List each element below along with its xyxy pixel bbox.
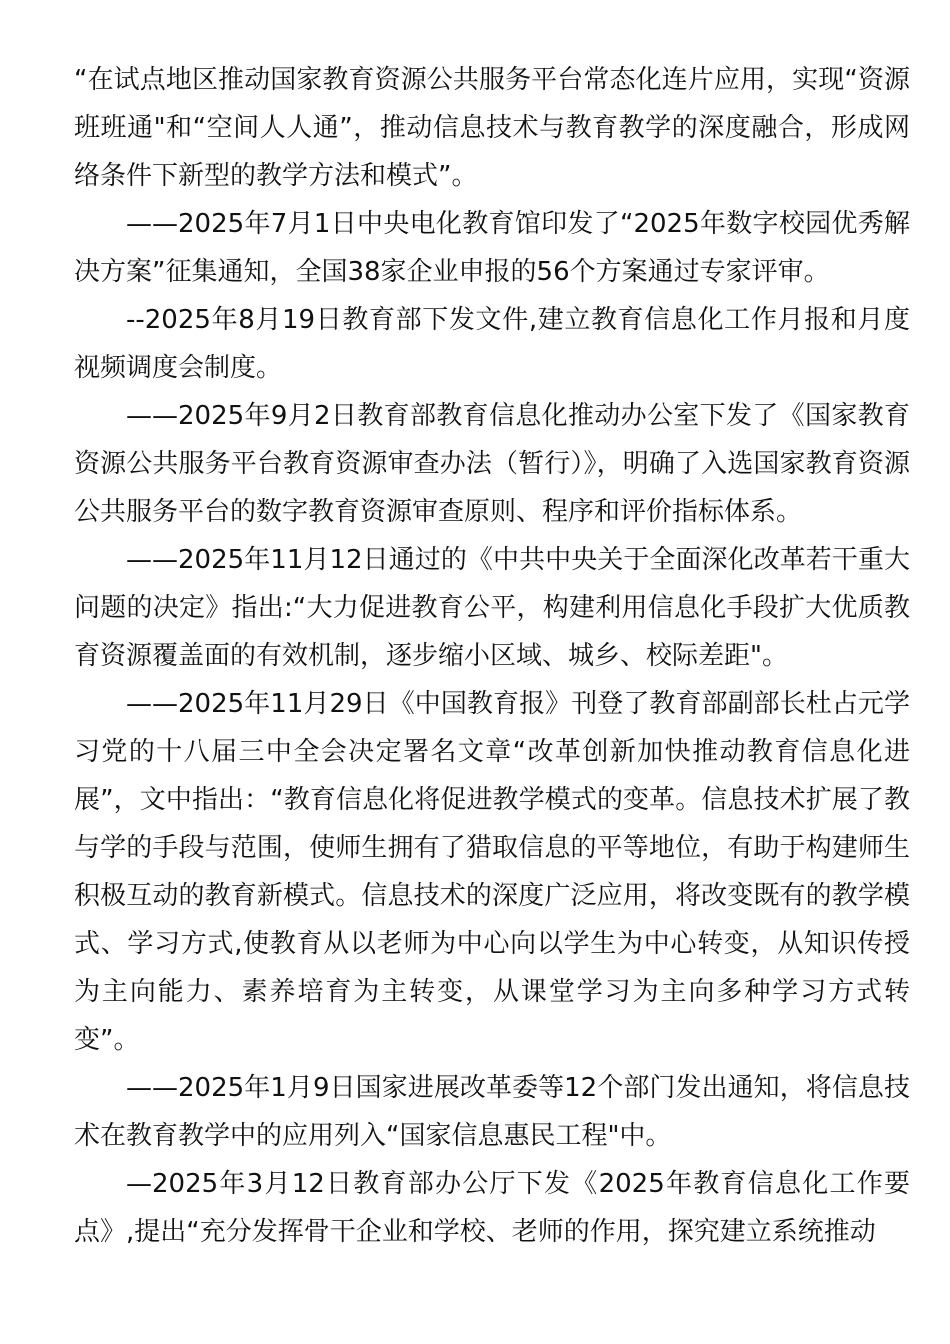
paragraph-reform-decision: ——2025年11月12日通过的《中共中央关于全面深化改革若干重大问题的决定》指出:“大力促进教育公平，构建利用信息化手段扩大优质教育资源覆盖面的有效机制，逐步缩小区域、城乡、校际差距"。 bbox=[74, 545, 910, 671]
paragraph-monthly-report: --2025年8月19日教育部下发文件,建立教育信息化工作月报和月度视频调度会制度。 bbox=[74, 305, 910, 383]
paragraph-education-daily: ——2025年11月29日《中国教育报》刊登了教育部副部长杜占元学习党的十八届三中全会决定署名文章“改革创新加快推动教育信息化进展”，文中指出：“教育信息化将促进教学模式的变革。信息技术扩展了教与学的手段与范围，使师生拥有了猎取信息的平等地位，有助于构建师生积极互动的教育新模式。信息技术的深度广泛应用，将改变既有的教学模式、学习方式,使教育从以老师为中心向以学生为中心转变，从知识传授为主向能力、素养培育为主转变，从课堂学习为主向多种学习方式转变”。 bbox=[74, 689, 910, 1055]
paragraph-resource-review: ——2025年9月2日教育部教育信息化推动办公室下发了《国家教育资源公共服务平台教育资源审查办法（暂行）》，明确了入选国家教育资源公共服务平台的数字教育资源审查原则、程序和评价指标体系。 bbox=[74, 401, 910, 527]
paragraph-digital-campus: ——2025年7月1日中央电化教育馆印发了“2025年数字校园优秀解决方案”征集通知，全国38家企业申报的56个方案通过专家评审。 bbox=[74, 209, 910, 287]
paragraph-pilot-platform: “在试点地区推动国家教育资源公共服务平台常态化连片应用，实现“资源班班通"和“空间人人通”，推动信息技术与教育教学的深度融合，形成网络条件下新型的教学方法和模式”。 bbox=[74, 65, 910, 191]
paragraph-info-benefit: ——2025年1月9日国家进展改革委等12个部门发出通知，将信息技术在教育教学中的应用列入“国家信息惠民工程"中。 bbox=[74, 1073, 910, 1151]
paragraph-work-points: —2025年3月12日教育部办公厅下发《2025年教育信息化工作要点》,提出“充分发挥骨干企业和学校、老师的作用，探究建立系统推动 bbox=[74, 1169, 910, 1247]
